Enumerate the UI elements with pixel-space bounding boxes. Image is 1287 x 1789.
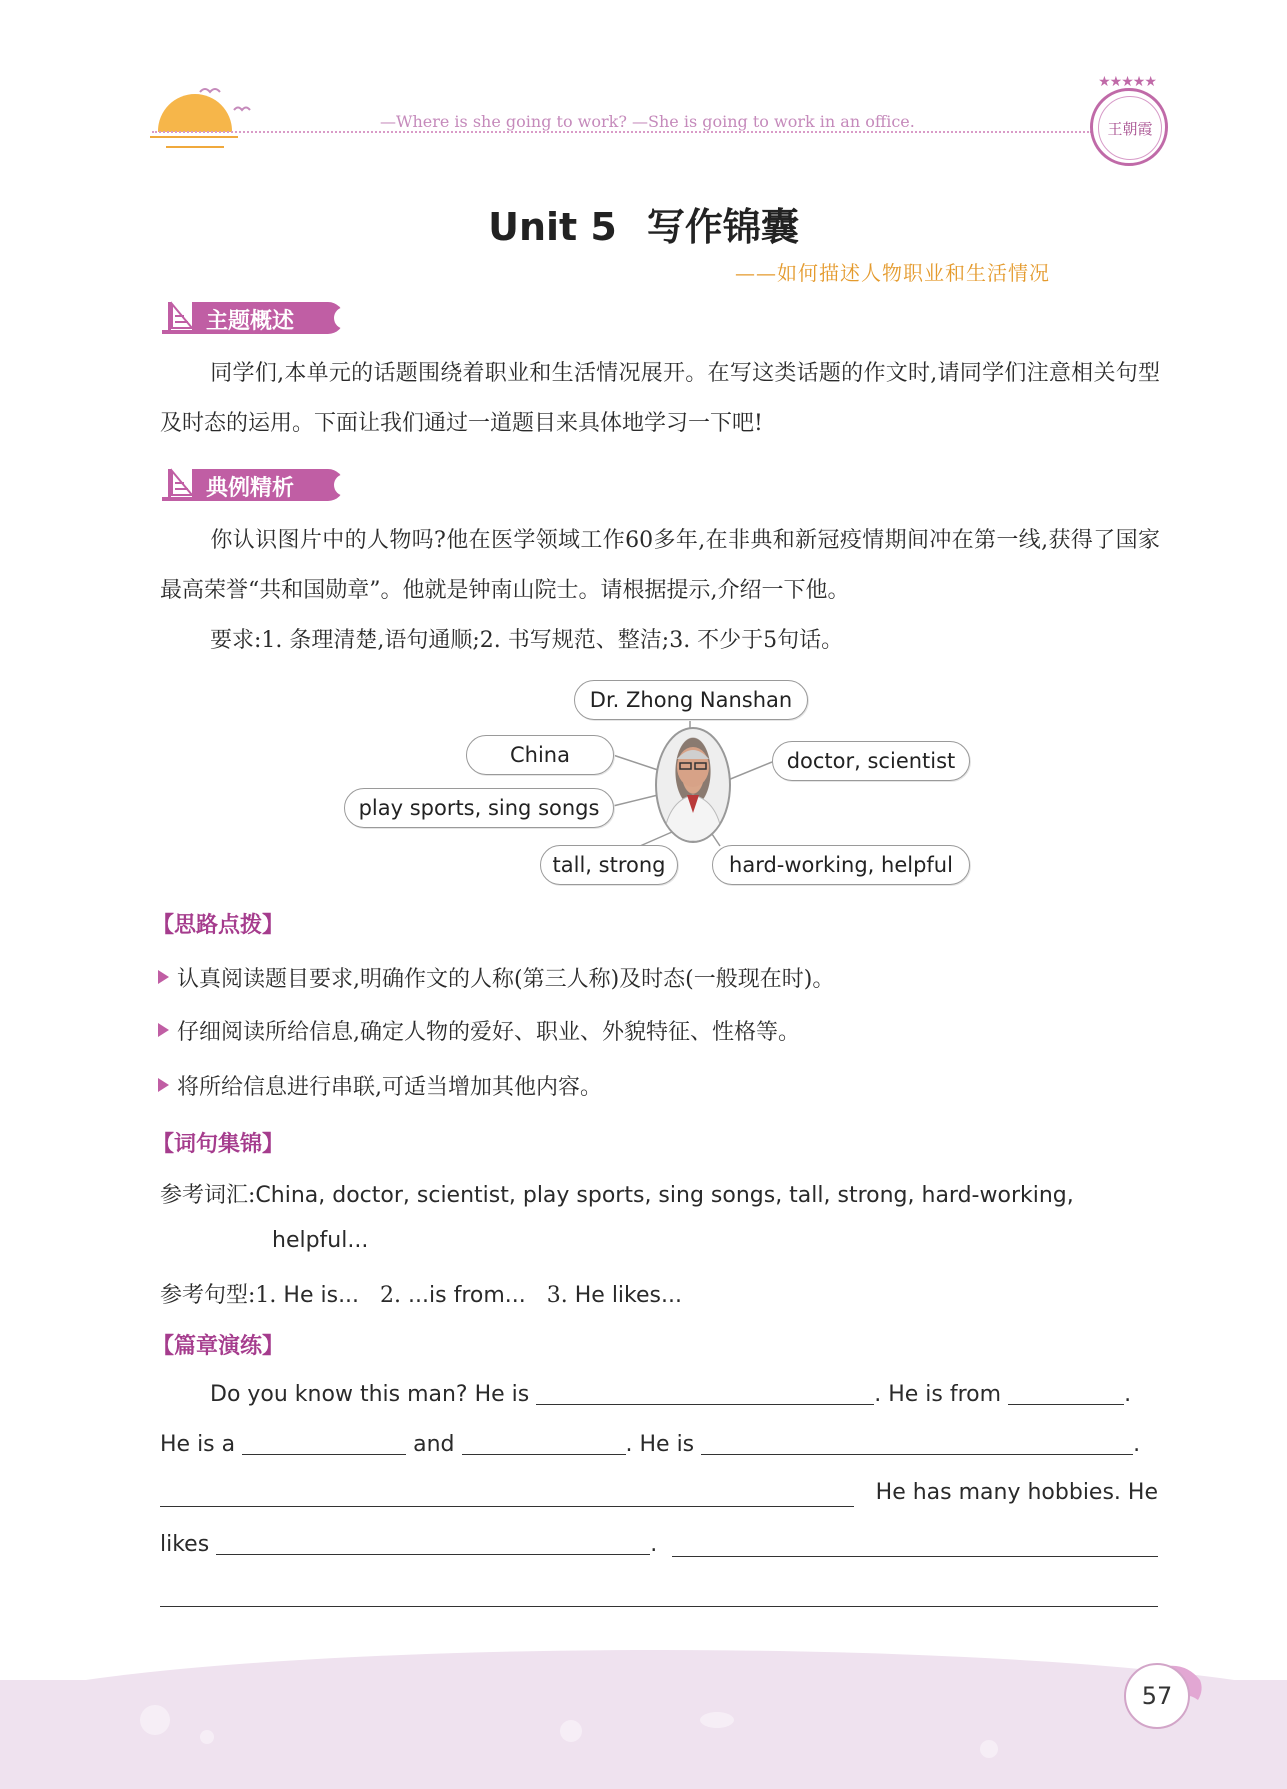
- unit-topic: 写作锦囊: [646, 205, 799, 249]
- stars-icon: ★★★★★: [1098, 74, 1156, 90]
- sentence-number: 3.: [546, 1283, 568, 1308]
- bullet-text: 认真阅读题目要求,明确作文的人称(第三人称)及时态(一般现在时)。: [177, 967, 835, 992]
- portrait-photo: [655, 727, 731, 843]
- bullet-text: 仔细阅读所给信息,确定人物的爱好、职业、外貌特征、性格等。: [177, 1020, 800, 1045]
- answer-blank[interactable]: [216, 1530, 650, 1555]
- mindmap-looks: tall, strong: [540, 845, 678, 885]
- sentence-pattern: He is...: [283, 1283, 360, 1308]
- bullet-arrow-icon: [158, 1023, 169, 1037]
- running-title: —Where is she going to work? —She is going to work in an office.: [380, 112, 915, 131]
- example-text: 你认识图片中的人物吗?他在医学领域工作60多年,在非典和新冠疫情期间冲在第一线,获得了国家最高荣誉“共和国勋章”。他就是钟南山院士。请根据提示,介绍一下他。: [160, 528, 1160, 603]
- mindmap-country: China: [466, 735, 614, 775]
- mindmap-name: Dr. Zhong Nanshan: [574, 680, 808, 720]
- answer-blank[interactable]: [536, 1380, 874, 1405]
- practice-line-2: [160, 1430, 1140, 1457]
- answer-blank[interactable]: [701, 1430, 1133, 1455]
- practice-text: He is a: [160, 1432, 236, 1457]
- vocab-words-label: 参考词汇:: [160, 1183, 256, 1208]
- answer-blank[interactable]: [242, 1430, 406, 1455]
- page-subtitle: ——如何描述人物职业和生活情况: [735, 261, 1050, 285]
- bubble-decoration: [200, 1730, 214, 1744]
- practice-text: .: [650, 1532, 658, 1557]
- bullet-arrow-icon: [158, 1078, 169, 1092]
- thinking-bullet: [158, 1015, 800, 1046]
- mindmap-job: doctor, scientist: [772, 741, 970, 781]
- person-portrait-icon: [657, 729, 729, 841]
- vocab-words-cont: helpful...: [272, 1228, 369, 1253]
- overview-text: 同学们,本单元的话题围绕着职业和生活情况展开。在写这类话题的作文时,请同学们注意相关句型及时态的运用。下面让我们通过一道题目来具体地学习一下吧!: [160, 361, 1160, 436]
- practice-line-4: [160, 1530, 657, 1557]
- bubble-decoration: [560, 1720, 582, 1742]
- unit-number: Unit 5: [488, 205, 617, 249]
- vocab-sentences-label: 参考句型:: [160, 1283, 256, 1308]
- answer-blank[interactable]: [1008, 1380, 1124, 1405]
- thinking-bullet: [158, 1070, 602, 1101]
- section-banner-label: 典例精析: [206, 476, 295, 501]
- mindmap-personality: hard-working, helpful: [712, 845, 970, 885]
- vocab-heading: 【词句集锦】: [152, 1132, 285, 1157]
- vocab-words: China, doctor, scientist, play sports, sing songs, tall, strong, hard-working,: [255, 1183, 1074, 1208]
- answer-line[interactable]: [160, 1506, 854, 1507]
- page-number: 57: [1124, 1663, 1190, 1729]
- vocab-words-line: [160, 1178, 1170, 1209]
- practice-text: . He is: [625, 1432, 695, 1457]
- practice-text: and: [413, 1432, 455, 1457]
- practice-line-1: [210, 1380, 1131, 1407]
- bullet-arrow-icon: [158, 970, 169, 984]
- practice-heading: 【篇章演练】: [152, 1334, 285, 1359]
- practice-text: .: [1124, 1382, 1132, 1407]
- bubble-decoration: [140, 1705, 170, 1735]
- answer-blank[interactable]: [462, 1430, 626, 1455]
- practice-text: . He is from: [874, 1382, 1002, 1407]
- footer-band: [0, 1680, 1287, 1789]
- bubble-decoration: [700, 1712, 734, 1728]
- vocab-sentences-line: [160, 1278, 682, 1309]
- sentence-number: 1.: [255, 1283, 277, 1308]
- mindmap-hobbies: play sports, sing songs: [344, 788, 614, 828]
- bubble-decoration: [980, 1740, 998, 1758]
- requirement-text: 要求:1. 条理清楚,语句通顺;2. 书写规范、整洁;3. 不少于5句话。: [210, 628, 844, 653]
- practice-line-3: He has many hobbies. He: [875, 1480, 1158, 1505]
- sentence-pattern: He likes...: [574, 1283, 682, 1308]
- thinking-heading: 【思路点拨】: [152, 913, 285, 938]
- practice-text: .: [1133, 1432, 1141, 1457]
- answer-line[interactable]: [672, 1556, 1158, 1557]
- practice-text: Do you know this man? He is: [210, 1382, 530, 1407]
- sentence-number: 2.: [380, 1283, 402, 1308]
- bullet-text: 将所给信息进行串联,可适当增加其他内容。: [177, 1075, 602, 1100]
- sentence-pattern: ...is from...: [408, 1283, 526, 1308]
- publisher-badge-text: 王朝霞: [1098, 96, 1162, 160]
- practice-text: likes: [160, 1532, 210, 1557]
- answer-line[interactable]: [160, 1606, 1158, 1607]
- section-banner-label: 主题概述: [206, 309, 295, 334]
- thinking-bullet: [158, 962, 834, 993]
